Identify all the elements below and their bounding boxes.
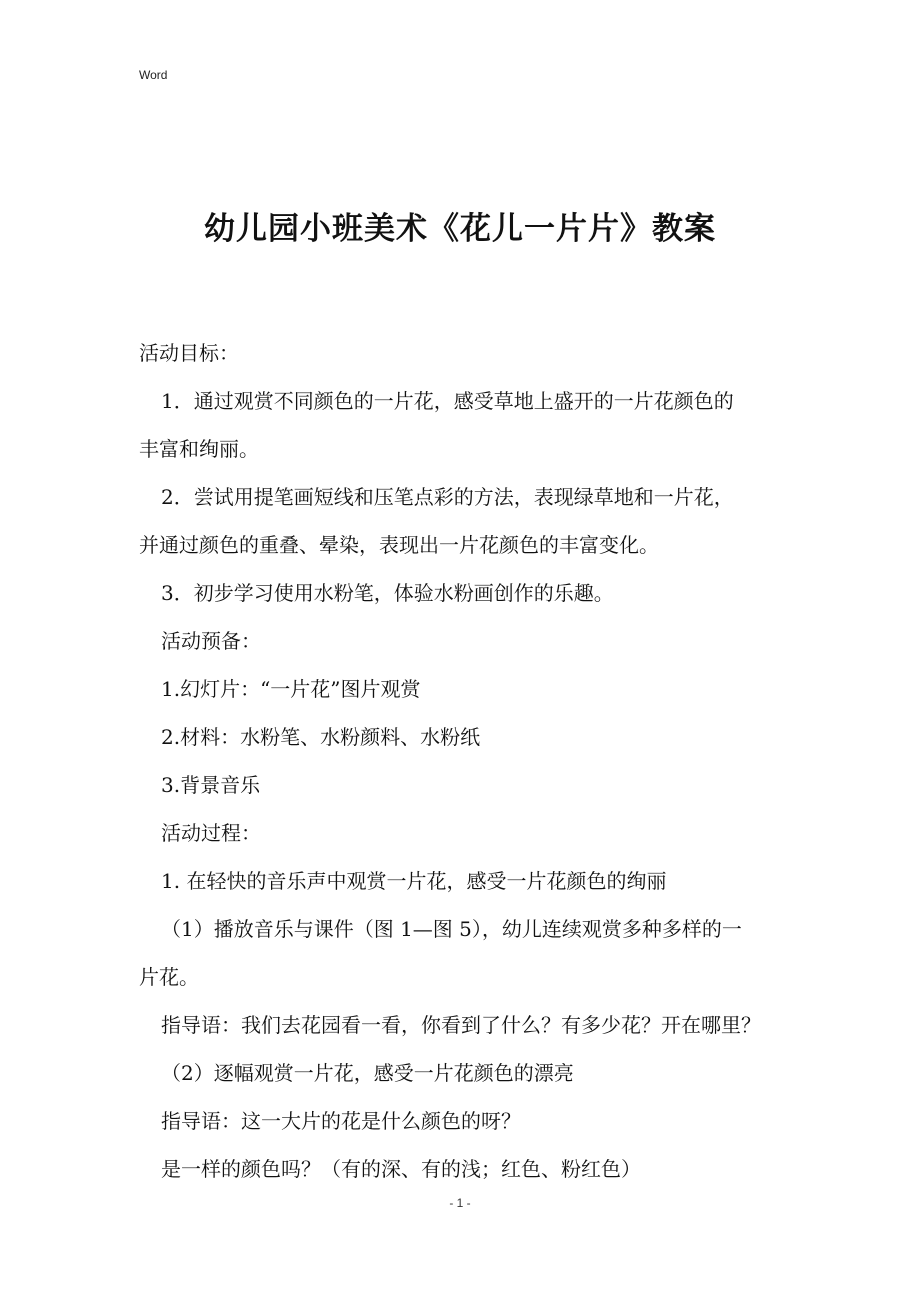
process-guide-1: 指导语：我们去花园看一看，你看到了什么？有多少花？开在哪里？ bbox=[161, 1013, 761, 1037]
preparation-item-3: 3.背景音乐 bbox=[161, 773, 261, 797]
process-heading: 活动过程： bbox=[161, 821, 261, 845]
goal-item-2-line-1: 2．尝试用提笔画短线和压笔点彩的方法，表现绿草地和一片花， bbox=[161, 485, 734, 509]
process-sub-1-line-1: （1）播放音乐与课件（图 1—图 5），幼儿连续观赏多种多样的一 bbox=[161, 917, 742, 941]
process-step-1: 1. 在轻快的音乐声中观赏一片花，感受一片花颜色的绚丽 bbox=[161, 869, 667, 893]
goals-heading: 活动目标： bbox=[139, 341, 239, 365]
process-sub-1-line-2: 片花。 bbox=[139, 965, 199, 989]
document-title: 幼儿园小班美术《花儿一片片》教案 bbox=[204, 211, 716, 247]
goal-item-2-line-2: 并通过颜色的重叠、晕染，表现出一片花颜色的丰富变化。 bbox=[139, 533, 659, 557]
preparation-item-2: 2.材料：水粉笔、水粉颜料、水粉纸 bbox=[161, 725, 481, 749]
process-question: 是一样的颜色吗？（有的深、有的浅；红色、粉红色） bbox=[161, 1157, 641, 1181]
goal-item-1-line-1: 1．通过观赏不同颜色的一片花，感受草地上盛开的一片花颜色的 bbox=[161, 389, 734, 413]
preparation-heading: 活动预备： bbox=[161, 629, 261, 653]
process-guide-2: 指导语：这一大片的花是什么颜色的呀？ bbox=[161, 1109, 521, 1133]
process-sub-2: （2）逐幅观赏一片花，感受一片花颜色的漂亮 bbox=[161, 1061, 574, 1085]
goal-item-1-line-2: 丰富和绚丽。 bbox=[139, 437, 259, 461]
goal-item-3: 3．初步学习使用水粉笔，体验水粉画创作的乐趣。 bbox=[161, 581, 614, 605]
preparation-item-1: 1.幻灯片：“一片花”图片观赏 bbox=[161, 677, 421, 701]
header-label: Word bbox=[139, 68, 168, 82]
page-number: - 1 - bbox=[449, 1196, 471, 1210]
